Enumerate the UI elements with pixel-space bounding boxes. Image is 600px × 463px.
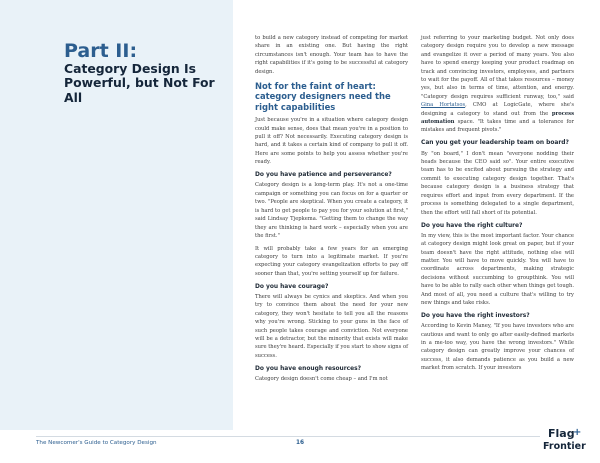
person-link-gina-hortatsos[interactable]: Gina Hortatsos (421, 102, 466, 109)
part-label: Part II: (64, 40, 138, 62)
paragraph: In my view, this is the most important factor. Your chance at category design might look great on paper, but if your team doesn't have the right attitude, nothing else will matter. You will have to move quickly. You will have to coordinate across departments, making strategic decisions without succumbing to groupthink. You will have to be able to rally each other when things get tough. And most of all, you need a culture that's willing to try new things and take risks. (421, 232, 574, 306)
paragraph: It will probably take a few years for an emerging category to turn into a legitimate market. If you're expecting your category evangelization efforts to pay off sooner than that, you're setting yourself up for failure. (255, 245, 408, 277)
section-title: Category Design Is Powerful, but Not For All (64, 61, 215, 105)
paragraph: Category design doesn't come cheap – and I'm not (255, 375, 388, 382)
paragraph: to build a new category instead of competing for market share in an existing one. But having the right circumstances isn't enough. Your team has to have the right capabilities if it's going to be successful at category design. (255, 35, 408, 75)
sidebar-panel (0, 0, 233, 430)
question-heading-resources: Do you have enough resources? (255, 365, 362, 372)
paragraph-text: space. "It takes time and a tolerance for mistakes and frequent pivots." (421, 119, 574, 134)
paragraph: Category design is a long-term play. It's not a one-time campaign or something you can focus on for a quarter or two. "People are skeptical. When you create a category, it is hard to get people to pay you for your solution at first," said Lindsay Tjepkema. "Getting them to change the way they are thinking is hard work – especially when you are the first." (255, 182, 408, 239)
question-heading-patience: Do you have patience and perseverance? (255, 172, 392, 179)
paragraph: There will always be cynics and skeptics. And when you try to convince them about the need for your new category, they won't hesitate to tell you all the reasons why you're wrong. Sticking to your guns in the face of such people takes courage and conviction. Not everyone will be a detractor, but the minority that exists will make sure they're heard. Especially if you start to show signs of success. (255, 293, 408, 359)
bold-term: process automation (421, 110, 574, 126)
question-heading-investors: Do you have the right investors? (421, 312, 530, 319)
paragraph (421, 34, 574, 135)
logo-plus: + (573, 427, 582, 438)
question-heading-courage: Do you have courage? (255, 283, 329, 290)
footer-divider (36, 436, 540, 437)
question-heading-leadership: Can you get your leadership team on board? (421, 140, 569, 147)
paragraph-text: just referring to your marketing budget. Not only does category design require you to develop a new message and evangelize it over a period of many years. You also have to spend energy keeping your product roadmap on track and convincing investors, employees, and partners to wait for the payoff. All of that takes resources – money yes, but also in terms of time, attention, and energy. "Category design requires sufficient runway, too," said (421, 35, 574, 100)
logo-line-2: Frontier (543, 441, 586, 452)
text-column-right (421, 34, 574, 377)
paragraph: Just because you're in a situation where category design could make sense, does that mean you're in a position to pull it off? Not necessarily. Executing category design is hard, and it takes a certain kind of company to pull it off. Here are some points to help you assess whether you're ready. (255, 117, 408, 166)
logo-line-1: Flag (548, 427, 575, 440)
footer-title: The Newcomer's Guide to Category Design (36, 440, 157, 446)
paragraph-text: , CMO at LogicGate, where she's designing a category to stand out from the (421, 102, 574, 117)
question-heading-culture: Do you have the right culture? (421, 222, 523, 229)
section-heading: Not for the faint of heart: category designers need the right capabilities (255, 81, 391, 112)
text-column-left (255, 34, 408, 388)
page-number: 16 (296, 440, 305, 446)
paragraph: By "on board," I don't mean "everyone nodding their heads because the CEO said so". Your entire executive team has to be excited about pursuing the strategy and commit to executing category design together. That's because category design is a business strategy that requires effort and input from every department. If the process is something delegated to a single department, then the effort will fall short of its potential. (421, 150, 574, 216)
paragraph: According to Kevin Maney, "If you have investors who are cautious and want to only go after easily-defined markets in a me-too way, you have the wrong investors." While category design can greatly improve your chances of success, it also demands patience as you build a new market from scratch. If your investors (421, 323, 574, 372)
flag-frontier-logo (541, 424, 589, 456)
